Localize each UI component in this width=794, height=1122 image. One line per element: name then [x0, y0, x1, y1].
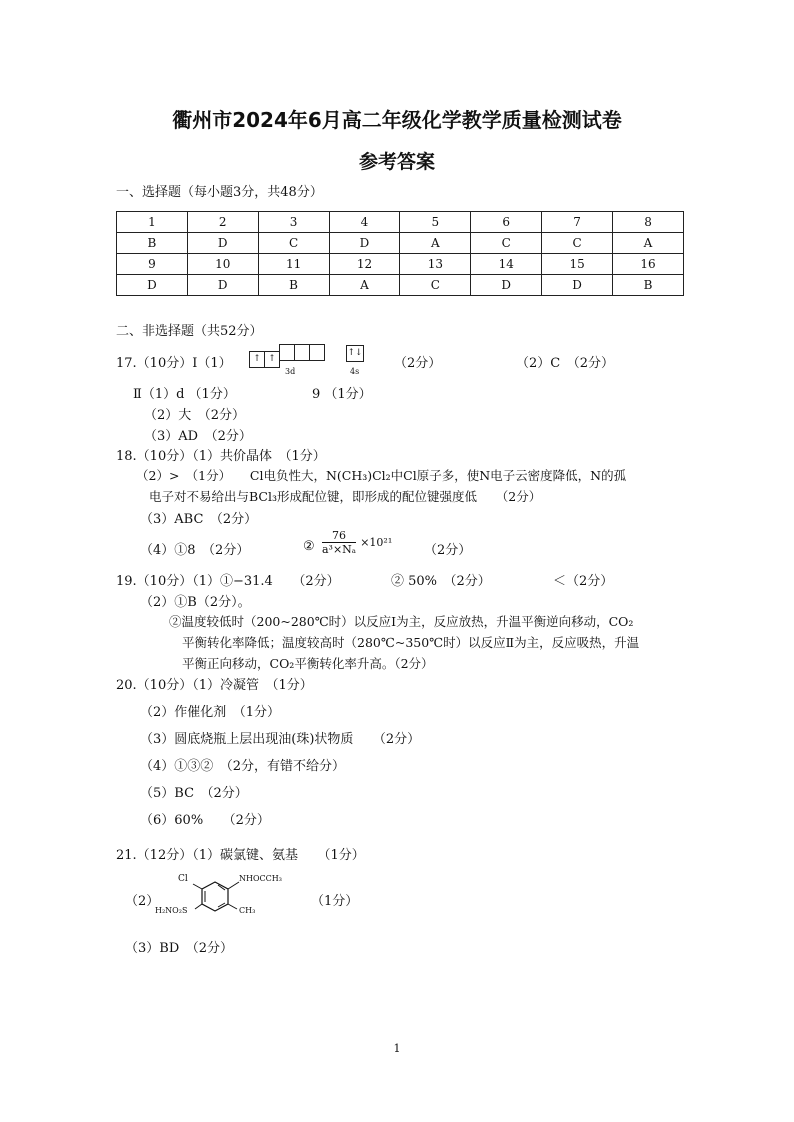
q18-line5c: （2分） — [424, 543, 472, 558]
q17-line4: （3）AD （2分） — [144, 429, 252, 444]
table-cell: D — [329, 233, 400, 254]
struct-cl-label: Cl — [178, 874, 188, 884]
page-number: 1 — [393, 1042, 401, 1055]
page-subtitle: 参考答案 — [358, 151, 435, 173]
orbital-box: ↑↓ — [346, 345, 364, 362]
orbital-box — [309, 344, 325, 361]
table-cell: 13 — [400, 254, 471, 275]
struct-ch3-label: CH₃ — [239, 906, 256, 915]
q18-line4: （3）ABC （2分） — [140, 512, 258, 527]
q18-line3: 电子对不易给出与BCl₃形成配位键，即形成的配位键强度低 （2分） — [149, 489, 542, 504]
table-cell: D — [187, 233, 258, 254]
table-cell: B — [613, 275, 684, 296]
bond-so — [195, 904, 202, 909]
fraction-numerator: 76 — [322, 529, 356, 543]
q17-line2a: Ⅱ（1）d （1分） — [133, 387, 236, 402]
table-cell: C — [400, 275, 471, 296]
q21-line2-score: （1分） — [311, 894, 359, 909]
q20-line1: 20.（10分）（1）冷凝管 （1分） — [116, 678, 313, 693]
q18-line5a: （4）①8 （2分） — [140, 543, 250, 558]
section-nonchoice-heading: 二、非选择题（共52分） — [116, 324, 263, 339]
orbital-4s-label: 4s — [350, 367, 360, 376]
q19-line1a: 19.（10分）（1）①−31.4 （2分） — [116, 574, 340, 589]
table-cell: 10 — [187, 254, 258, 275]
q17-line2b: 9 （1分） — [312, 387, 372, 402]
q21-line1: 21.（12分）（1）碳氯键、氨基 （1分） — [116, 848, 365, 863]
q19-line2: （2）①B（2分）。 — [140, 595, 251, 610]
table-row — [117, 233, 684, 254]
q19-line5: 平衡正向移动，CO₂平衡转化率升高。（2分） — [182, 656, 434, 671]
q19-line1c: ＜（2分） — [553, 574, 614, 589]
q17-p2: （2）C （2分） — [516, 356, 614, 371]
table-cell: 3 — [258, 212, 329, 233]
table-cell: 5 — [400, 212, 471, 233]
orbital-box — [294, 344, 310, 361]
q18-line1: 18.（10分）（1）共价晶体 （1分） — [116, 449, 326, 464]
table-row — [117, 254, 684, 275]
table-cell: 15 — [542, 254, 613, 275]
answer-table — [116, 211, 684, 296]
page-title: 衢州市2024年6月高二年级化学教学质量检测试卷 — [172, 108, 622, 132]
q18-line2: （2）> （1分） Cl电负性大，N(CH₃)Cl₂中Cl原子多，使N电子云密度降低，N的孤 — [136, 468, 627, 483]
fraction — [322, 529, 356, 556]
table-cell: A — [613, 233, 684, 254]
section-choice-heading: 一、选择题（每小题3分，共48分） — [116, 185, 323, 200]
table-cell: 2 — [187, 212, 258, 233]
table-row — [117, 212, 684, 233]
table-cell: 1 — [117, 212, 188, 233]
orbital-3d-boxes — [250, 344, 325, 368]
q20-line2: （2）作催化剂 （1分） — [140, 705, 281, 720]
q17-line3: （2）大 （2分） — [144, 408, 246, 423]
bond-cl — [193, 884, 202, 889]
table-cell: 9 — [117, 254, 188, 275]
orbital-3d-label: 3d — [285, 367, 296, 376]
q20-line3: （3）圆底烧瓶上层出现油(珠)状物质 （2分） — [140, 732, 421, 747]
table-cell: D — [187, 275, 258, 296]
density-fraction — [322, 529, 392, 556]
q20-line4: （4）①③② （2分，有错不给分） — [140, 759, 346, 774]
benzene-ring — [202, 882, 228, 911]
table-cell: 11 — [258, 254, 329, 275]
table-cell: 12 — [329, 254, 400, 275]
table-cell: D — [117, 275, 188, 296]
fraction-multiplier: ×10²¹ — [360, 536, 393, 549]
table-cell: 4 — [329, 212, 400, 233]
table-cell: C — [258, 233, 329, 254]
orbital-4s-boxes — [347, 344, 364, 362]
table-cell: C — [471, 233, 542, 254]
q19-line3: ②温度较低时（200~280℃时）以反应Ⅰ为主，反应放热，升温平衡逆向移动，CO₂ — [169, 614, 634, 629]
bond-nh — [228, 882, 239, 889]
q20-line6: （6）60% （2分） — [140, 813, 270, 828]
q21-line3: （3）BD （2分） — [125, 941, 234, 956]
table-cell: D — [542, 275, 613, 296]
fraction-denominator: a³×Nₐ — [322, 543, 357, 556]
table-cell: 7 — [542, 212, 613, 233]
table-cell: A — [400, 233, 471, 254]
table-cell: B — [258, 275, 329, 296]
bond-ch3 — [228, 904, 237, 909]
q19-line1b: ② 50% （2分） — [391, 574, 491, 589]
table-cell: 14 — [471, 254, 542, 275]
table-cell: 6 — [471, 212, 542, 233]
orbital-box — [279, 344, 295, 361]
orbital-box: ↑ — [249, 351, 265, 368]
structure-diagram — [155, 872, 295, 922]
q20-line5: （5）BC （2分） — [140, 786, 248, 801]
q21-line2: （2） — [125, 894, 160, 909]
table-cell: D — [471, 275, 542, 296]
orbital-4s-diagram — [346, 344, 364, 376]
q17-p1-score: （2分） — [394, 356, 442, 371]
table-cell: 8 — [613, 212, 684, 233]
orbital-box: ↑ — [264, 351, 280, 368]
q17-head: 17.（10分）Ⅰ（1） — [116, 356, 232, 371]
orbital-3d-diagram — [249, 344, 325, 376]
table-cell: B — [117, 233, 188, 254]
struct-nh-label: NHOCCH₃ — [239, 874, 282, 883]
q18-line5b: ② — [303, 539, 315, 554]
table-cell: A — [329, 275, 400, 296]
q19-line4: 平衡转化率降低；温度较高时（280℃~350℃时）以反应Ⅱ为主，反应吸热，升温 — [182, 635, 640, 650]
struct-so-label: H₂NO₂S — [155, 906, 188, 915]
table-cell: 16 — [613, 254, 684, 275]
table-row — [117, 275, 684, 296]
table-cell: C — [542, 233, 613, 254]
